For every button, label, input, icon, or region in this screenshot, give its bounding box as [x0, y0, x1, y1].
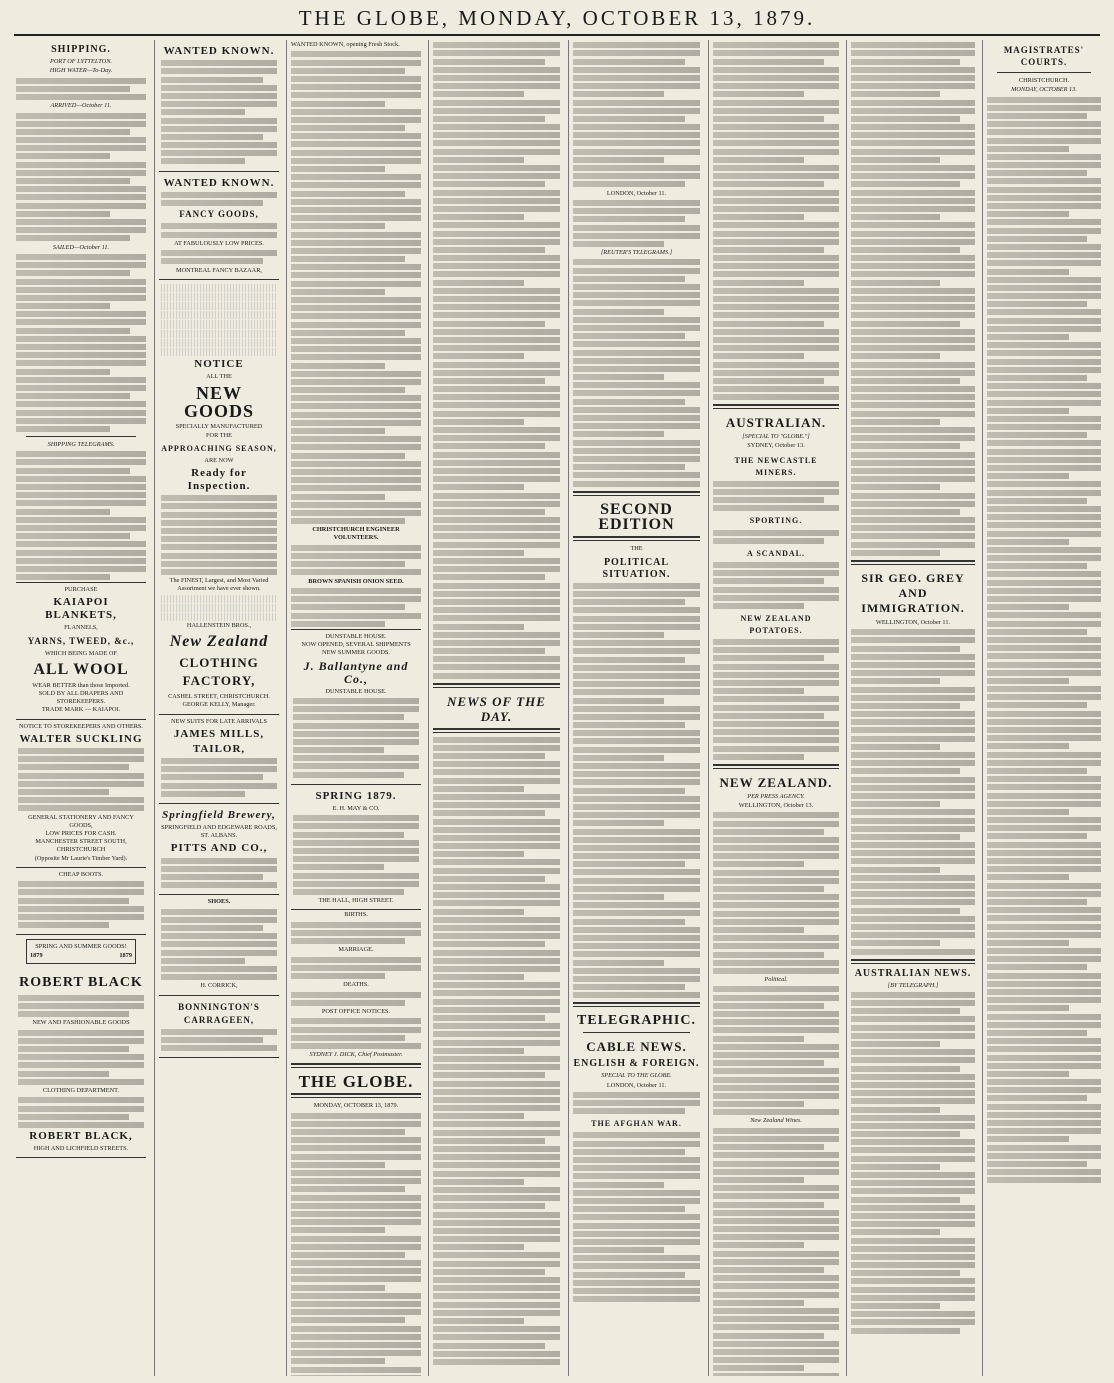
court-reports-text — [987, 97, 1101, 1184]
wanted-note: WANTED KNOWN, opening Fresh Stock. — [291, 41, 400, 48]
robert-black-address: HIGH AND LICHFIELD STREETS. — [33, 1145, 129, 1153]
shipping-heading: SHIPPING. — [51, 44, 111, 55]
opposite-label: (Opposite Mr Laurie's Timber Yard). — [34, 854, 128, 862]
ready-label: Ready for Inspection. — [187, 467, 251, 493]
political-text — [573, 583, 700, 998]
james-mills-name: JAMES MILLS, — [173, 727, 265, 740]
shipping-text — [16, 78, 146, 100]
wellington-dateline: WELLINGTON, October 13. — [738, 801, 814, 809]
special-to-globe: [SPECIAL TO "GLOBE."] — [742, 433, 810, 441]
column-6-top-text — [713, 42, 839, 400]
by-telegraph-label: [BY TELEGRAPH.] — [887, 981, 939, 989]
special-globe-label: SPECIAL TO THE GLOBE. — [601, 1072, 672, 1080]
newcastle-miners-heading: THE NEWCASTLE MINERS. — [734, 455, 818, 477]
clothing-factory-label: CLOTHING FACTORY, — [179, 655, 259, 689]
manchester-label: MANCHESTER STREET SOUTH, — [35, 838, 127, 846]
arrived-label: ARRIVED—October 11. — [50, 102, 112, 110]
wanted-known-heading: WANTED KNOWN. — [163, 45, 275, 57]
low-prices-label: LOW PRICES FOR CASH. — [45, 829, 117, 837]
spring-label: SPRING — [35, 943, 58, 951]
fancy-goods-label: FANCY GOODS, — [179, 209, 259, 220]
column-4-top-text — [433, 42, 560, 678]
spring-1879-label: SPRING 1879. — [315, 789, 397, 802]
wear-label: WEAR BETTER than those Imported. — [32, 681, 130, 689]
cheap-boots-label: CHEAP BOOTS. — [58, 870, 104, 878]
dunstable-label: DUNSTABLE HOUSE. — [325, 632, 387, 640]
australian-news-heading: AUSTRALIAN NEWS. — [854, 967, 972, 979]
robert-black-sign: ROBERT BLACK, — [29, 1130, 133, 1143]
approaching-label: APPROACHING SEASON, — [161, 443, 277, 453]
clothing-dept-label: CLOTHING DEPARTMENT. — [42, 1086, 120, 1094]
column-3 — [286, 40, 425, 1376]
ballantyne-ad — [291, 629, 421, 785]
may-co-label: E. H. MAY & CO. — [332, 804, 380, 812]
wanted-known-heading-2: WANTED KNOWN. — [163, 176, 275, 189]
news-of-the-day-heading: NEWS OF THE DAY. — [447, 693, 546, 724]
column-7 — [846, 40, 979, 1376]
nz-potatoes-heading: NEW ZEALAND POTATOES. — [740, 613, 812, 635]
postmaster-label: SYDNEY J. DICK, Chief Postmaster. — [309, 1051, 403, 1059]
news-text — [433, 737, 560, 1365]
robert-black-name: ROBERT BLACK — [19, 974, 143, 990]
monday-dateline: MONDAY, OCTOBER 13. — [1011, 86, 1077, 94]
port-label: PORT OF LYTTELTON. — [50, 58, 112, 65]
hallenstein-label: HALLENSTEIN BROS., — [186, 622, 252, 630]
flannels-label: FLANNELS, — [64, 624, 98, 632]
ballantyne-name: J. Ballantyne and Co., — [303, 658, 409, 686]
bonnington-ad — [159, 996, 279, 1059]
masthead — [14, 6, 1100, 36]
afghan-war-heading: THE AFGHAN WAR. — [591, 1119, 682, 1129]
english-foreign-heading: ENGLISH & FOREIGN. — [573, 1058, 700, 1070]
deaths-heading: DEATHS. — [343, 981, 369, 989]
editorial-text — [291, 1113, 421, 1376]
political-subheading: Political. — [764, 976, 788, 984]
notice-label: NOTICE — [194, 358, 244, 371]
kaiapoi-label: KAIAPOI BLANKETS, — [45, 596, 117, 622]
sydney-dateline: SYDNEY, October 13. — [747, 442, 805, 450]
corrick-label: H. CORRICK, — [200, 982, 238, 990]
for-label: FOR THE — [206, 431, 232, 439]
births-heading: BIRTHS. — [344, 911, 368, 919]
pitts-co-label: PITTS AND CO., — [170, 842, 268, 855]
column-8 — [982, 40, 1105, 1376]
robert-black-ad — [16, 968, 146, 1159]
goods-label: GOODS! — [102, 943, 127, 951]
and-label: AND — [58, 943, 73, 951]
wool-label: ALL WOOL — [33, 660, 129, 678]
christchurch-label: CHRISTCHURCH — [56, 846, 106, 854]
summer-label: SUMMER — [74, 943, 102, 951]
cashel-street-label: CASHEL STREET, CHRISTCHURCH. — [168, 693, 270, 701]
column-5 — [568, 40, 704, 1376]
sailed-label: SAILED—October 11. — [52, 243, 110, 251]
high-water-label: HIGH WATER—To-Day. — [49, 67, 113, 75]
wellington-dateline-2: WELLINGTON, October 11. — [875, 618, 951, 626]
fashion-label: NEW AND FASHIONABLE GOODS — [32, 1019, 130, 1027]
new-summer-goods-label: NEW SUMMER GOODS. — [322, 649, 390, 657]
montreal-bazaar-label: MONTREAL FANCY BAZAAR, — [175, 266, 262, 274]
column-1 — [12, 40, 150, 1376]
london-dateline-2: LONDON, October 11. — [606, 1081, 667, 1089]
wanted-known-ad — [159, 40, 279, 172]
new-goods-ad — [159, 280, 279, 715]
trade-mark-label: TRADE MARK — KAIAPOI. — [41, 706, 121, 714]
finest-label: The FINEST, Largest, and Most Varied Assortment we have ever shown. — [169, 577, 269, 593]
springfield-address: SPRINGFIELD AND EDGEWARE ROADS, ST. ALBANS. — [161, 824, 277, 840]
globe-date: MONDAY, OCTOBER 13, 1879. — [313, 1102, 399, 1110]
springfield-brewery-label: Springfield Brewery, — [162, 809, 276, 821]
which-label: WHICH BEING MADE OF — [45, 649, 117, 657]
new-zealand-label: New Zealand — [169, 633, 269, 651]
marriage-heading: MARRIAGE. — [338, 946, 374, 954]
shoes-label: SHOES. — [207, 898, 231, 906]
australian-heading: AUSTRALIAN. — [725, 415, 827, 431]
notice-storekeepers: NOTICE TO STOREKEEPERS AND OTHERS. — [18, 722, 144, 730]
column-2 — [154, 40, 283, 1376]
column-4 — [428, 40, 564, 1376]
london-dateline: LONDON, October 11. — [606, 189, 667, 197]
cable-news-heading: CABLE NEWS. — [586, 1039, 687, 1055]
fabulous-label: AT FABULOUSLY LOW PRICES. — [174, 239, 264, 247]
now-opened-label: NOW OPENED, SEVERAL SHIPMENTS — [301, 641, 411, 649]
sold-label: SOLD BY ALL DRAPERS AND STOREKEEPERS. — [38, 690, 124, 706]
dunstable-house-label: DUNSTABLE HOUSE. — [325, 687, 387, 695]
montreal-ad — [159, 172, 279, 280]
column-5-top-text — [573, 42, 700, 187]
grey-immigration-heading: SIR GEO. GREY AND IMMIGRATION. — [861, 570, 965, 615]
christchurch-subheading: CHRISTCHURCH. — [1018, 77, 1070, 84]
shipping-telegrams-label: SHIPPING TELEGRAMS. — [47, 440, 115, 448]
suckling-name: WALTER SUCKLING — [19, 732, 143, 745]
wanted-ads-block — [291, 51, 421, 524]
purchase-label: PURCHASE — [64, 586, 98, 594]
stationery-label: GENERAL STATIONERY AND FANCY GOODS, — [28, 813, 134, 829]
magistrates-heading: MAGISTRATES' COURTS. — [1003, 45, 1085, 67]
reuter-label: [REUTER'S TELEGRAMS.] — [600, 249, 673, 257]
springfield-ad — [159, 804, 279, 895]
tailor-label: TAILOR, — [192, 742, 246, 755]
second-edition-heading: SECOND EDITION — [598, 500, 675, 533]
new-suits-label: NEW SUITS FOR LATE ARRIVALS — [171, 717, 267, 725]
globe-heading: THE GLOBE. — [298, 1072, 414, 1092]
cheap-boots-ad — [16, 868, 146, 936]
year-right: 1879 — [119, 951, 132, 959]
hall-label: THE HALL, HIGH STREET. — [318, 897, 394, 905]
the-label: THE — [630, 544, 643, 552]
year-left: 1879 — [30, 951, 43, 959]
new-goods-heading: NEW GOODS — [183, 383, 254, 422]
masthead-title: THE GLOBE, MONDAY, OCTOBER 13, 1879. — [298, 6, 816, 30]
engineer-volunteers: CHRISTCHURCH ENGINEER VOLUNTEERS. — [312, 526, 400, 542]
arrived-text — [16, 113, 146, 242]
new-zealand-heading: NEW ZEALAND. — [719, 774, 833, 790]
telegraphic-heading: TELEGRAPHIC. — [577, 1013, 696, 1029]
political-situation-heading: POLITICAL SITUATION. — [602, 556, 671, 580]
specially-label: SPECIALLY MANUFACTURED — [175, 423, 263, 431]
onion-seed-label: BROWN SPANISH ONION SEED. — [308, 577, 404, 585]
spring-summer-box — [26, 939, 136, 963]
are-now-label: ARE NOW — [204, 456, 234, 464]
wines-subheading: New Zealand Wines. — [750, 1117, 802, 1125]
press-agency-label: PER PRESS AGENCY. — [747, 792, 805, 800]
bonnington-label: BONNINGTON'S CARRAGEEN, — [178, 1001, 260, 1025]
suckling-ad — [16, 720, 146, 868]
all-the-label: ALL THE — [206, 373, 232, 381]
may-co-ad — [291, 785, 421, 910]
column-7-top-text — [851, 42, 975, 556]
post-office-heading: POST OFFICE NOTICES. — [321, 1007, 391, 1015]
column-6 — [708, 40, 843, 1376]
sailed-text — [16, 254, 146, 432]
mills-tailor-ad — [159, 715, 279, 804]
scandal-heading: A SCANDAL. — [746, 548, 805, 558]
yarns-label: YARNS, TWEED, &c., — [27, 635, 135, 646]
kaiapoi-ad — [16, 582, 146, 719]
telegrams-text — [16, 451, 146, 580]
kelly-manager-label: GEORGE KELLY, Manager. — [182, 701, 256, 709]
sporting-heading: SPORTING. — [749, 516, 803, 526]
shoes-ad — [159, 895, 279, 995]
